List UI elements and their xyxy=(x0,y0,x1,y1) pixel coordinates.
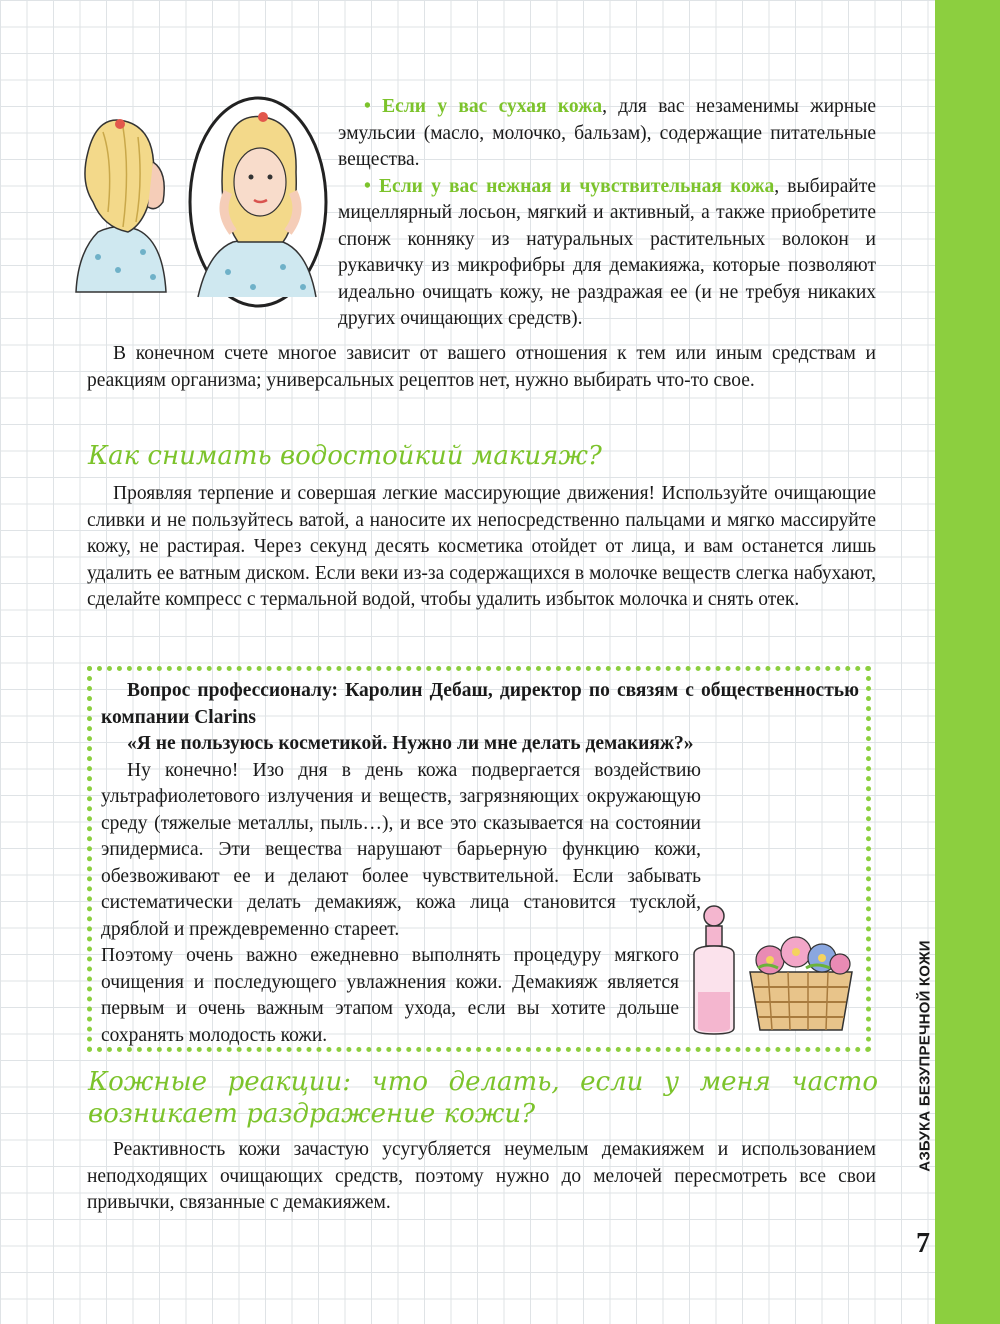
intro-conclusion: В конечном счете многое зависит от вашего отношения к тем или иным средствам и реакциям организма; универсальных рецептов нет, нужно выбирать что-то свое. xyxy=(87,343,876,391)
intro-bullets xyxy=(338,94,876,333)
bullet-sensitive-skin: • Если у вас нежная и чувствительная кожа, выбирайте мицеллярный лосьон, мягкий и активный, а также приобретите спонж конняку из натуральных растительных волокон и рукавичку из микрофибры для демакияжа, которые позволяют идеально очищать кожу, не раздражая ее (и не требуя никаких других очищающих средств). xyxy=(338,175,876,329)
flower-basket-icon xyxy=(750,937,852,1030)
expert-answer-a: Ну конечно! Изо дня в день кожа подвергается воздействию ультрафиолетового излучения и веществ, загрязняющих окружающую среду (тяжелые металлы, пыль…), и все это сказывается на состоянии эпидермиса. Эти вещества нарушают барьерную функцию кожи, обезвоживают ее и делают более чувствительной. Если забывать систематически делать демакияж, кожа лица становится тусклой, дряблой и преждевременно стареет. xyxy=(101,759,701,940)
heading-reactions: Кожные реакции: что делать, если у меня часто возникает раздражение кожи? xyxy=(88,1067,878,1129)
bullet-dry-skin: • Если у вас сухая кожа, для вас незаменимы жирные эмульсии (масло, молочко, бальзам), содержащие питательные вещества. xyxy=(338,96,876,170)
perfume-bottle-icon xyxy=(694,906,734,1034)
mirror xyxy=(190,98,326,306)
waterproof-body: Проявляя терпение и совершая легкие массирующие движения! Используйте очищающие сливки и не пользуйтесь ватой, а наносите их непосредственно пальцами и мягко массируйте кожу, не растирая. Через секунд десять косметика отойдет от лица, и вам останется лишь удалить ее ватным диском. Если веки из-за содержащихся в молочке веществ слегка набухают, сделайте компресс с термальной водой, чтобы удалить избыток молочка и снять отек. xyxy=(87,483,876,610)
woman-mirror-illustration xyxy=(68,92,328,310)
expert-question: «Я не пользуюсь косметикой. Нужно ли мне делать демакияж?» xyxy=(127,733,694,754)
perfume-basket-illustration xyxy=(688,902,860,1038)
expert-answer-b: Поэтому очень важно ежедневно выполнять процедуру мягкого очищения и последующего увлажнения кожи. Демакияж является первым и очень важным этапом ухода, если вы хотите дольше сохранять молодость кожи. xyxy=(101,945,679,1046)
section-side-label: АЗБУКА БЕЗУПРЕЧНОЙ КОЖИ xyxy=(916,940,934,1172)
expert-author: Вопрос профессионалу: Каролин Дебаш, директор по связям с общественностью компании Clarins xyxy=(101,680,859,728)
page-number: 7 xyxy=(916,1228,930,1259)
woman-back-figure xyxy=(76,119,166,292)
bullet-icon: • xyxy=(364,175,371,197)
reactions-body: Реактивность кожи зачастую усугубляется неумелым демакияжем и использованием неподходящих очищающих средств, поэтому нужно до мелочей пересмотреть все свои привычки, связанные с демакияжем. xyxy=(87,1139,876,1213)
bullet-icon: • xyxy=(364,96,371,117)
heading-waterproof: Как снимать водостойкий макияж? xyxy=(88,441,602,471)
side-color-bar xyxy=(935,0,1000,1324)
